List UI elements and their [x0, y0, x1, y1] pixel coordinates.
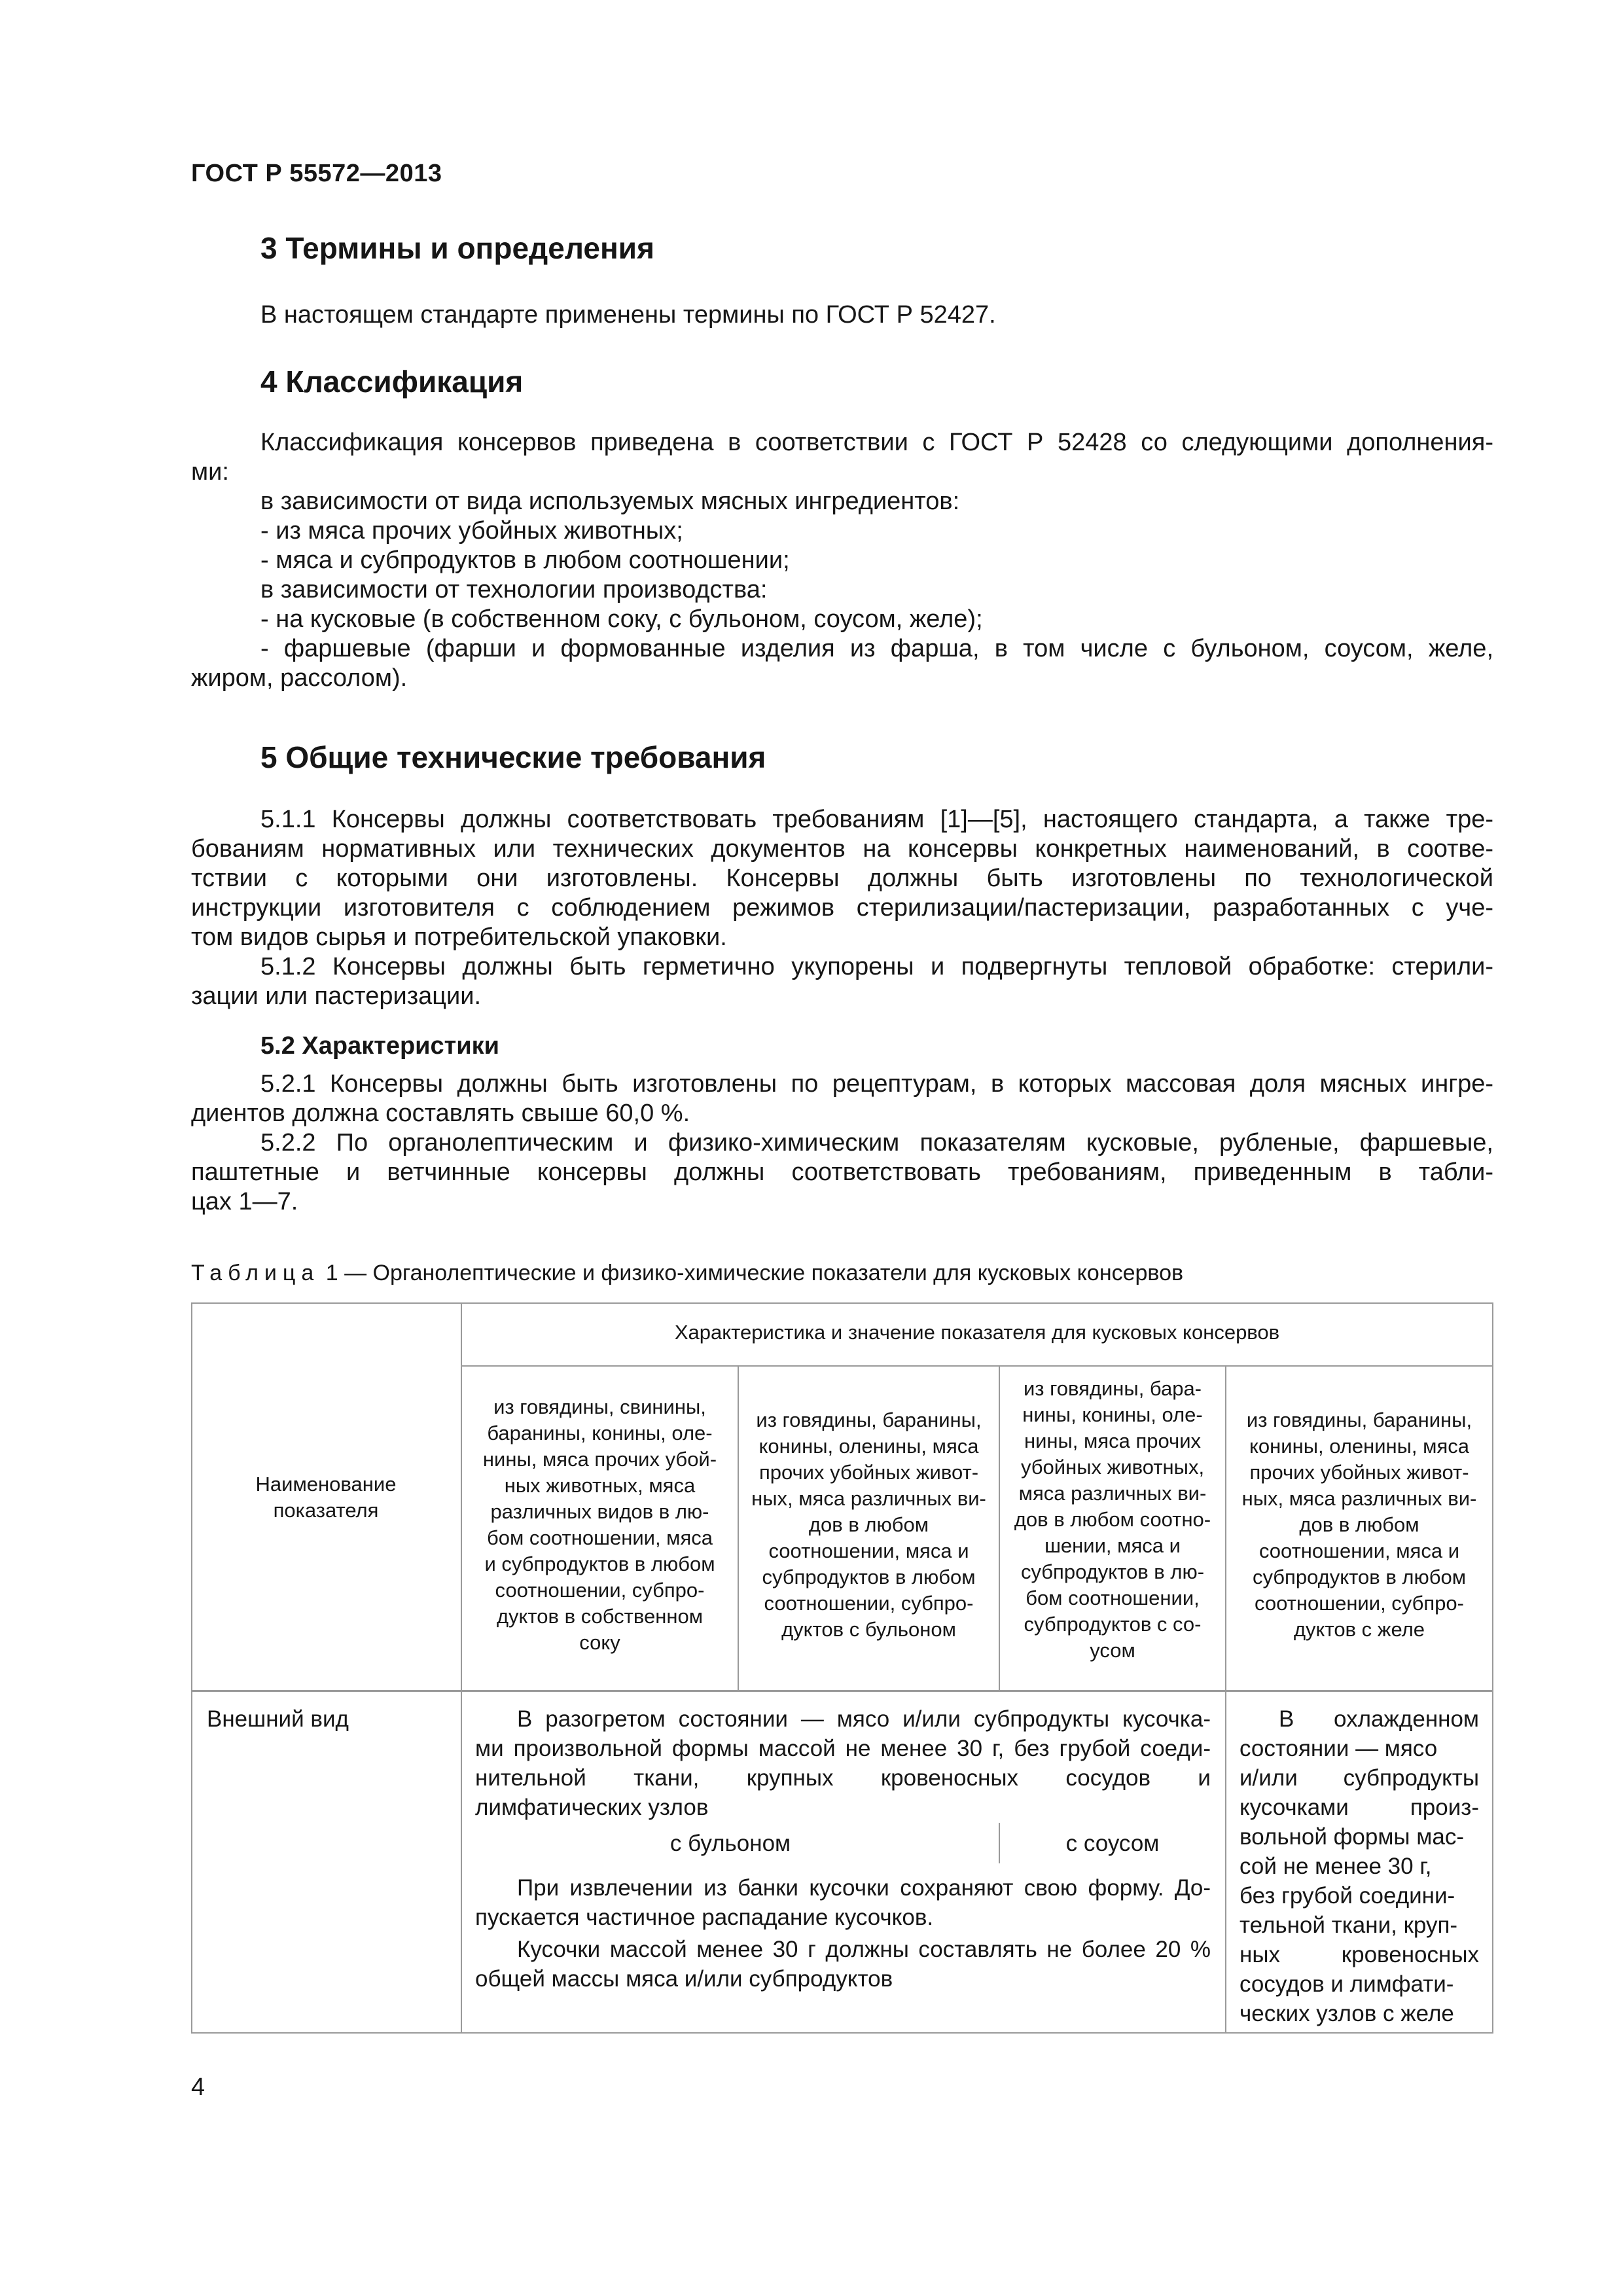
header-line: ных, мяса различных ви- [1241, 1487, 1477, 1510]
cell-line: тельной ткани, круп- [1240, 1912, 1458, 1938]
paragraph-5-1-2 [191, 952, 1493, 1011]
section-5-heading: 5 Общие технические требования [260, 740, 766, 774]
text-line: ми: [191, 458, 229, 486]
header-line: конины, оленины, мяса [1249, 1435, 1469, 1458]
cell-line: Кусочки массой менее 30 г должны составлять не более 20 % [517, 1937, 1211, 1962]
text-line: диентов должна составлять свыше 60,0 %. [191, 1100, 690, 1127]
header-col-broth [739, 1407, 999, 1643]
table-group-divider [461, 1365, 1493, 1367]
cell-text: Внешний вид [207, 1706, 349, 1732]
text-line: - из мяса прочих убойных животных; [260, 517, 683, 545]
text-line: зации или пастеризации. [191, 982, 482, 1010]
paragraph-5-2-2 [191, 1128, 1493, 1217]
table-border-bottom [191, 2032, 1493, 2034]
text-line: том видов сырья и потребительской упаковки. [191, 924, 727, 951]
text-line: в зависимости от технологии производства: [260, 576, 768, 603]
header-line: бом соотношении, мяса [486, 1526, 713, 1549]
cell-appearance-para2 [475, 1873, 1211, 1932]
cell-line: состоянии — мясо [1240, 1736, 1438, 1761]
header-line: дуктов с желе [1293, 1618, 1425, 1641]
table-border-top [191, 1302, 1493, 1304]
subsection-5-2-heading: 5.2 Характеристики [260, 1032, 500, 1060]
header-line: субпродуктов в лю- [1020, 1560, 1205, 1583]
row-name-appearance [207, 1704, 349, 1734]
text-line: 5.1.2 Консервы должны быть герметично укупорены и подвергнуты тепловой обработке: стерили- [260, 953, 1493, 980]
header-line: из говядины, баранины, [1246, 1408, 1472, 1431]
header-line: соотношении, субпро- [764, 1592, 974, 1615]
header-line: бом соотношении, [1026, 1587, 1200, 1609]
cell-line: с соусом [1065, 1831, 1160, 1856]
cell-line: В разогретом состоянии — мясо и/или субпродукты кусочка- [517, 1706, 1211, 1732]
header-line: нины, мяса прочих [1024, 1429, 1202, 1452]
section-4-body [191, 428, 1493, 693]
cell-line: ных кровеносных [1240, 1942, 1479, 1967]
header-line: ных, мяса различных ви- [751, 1487, 986, 1510]
header-indicator-name [191, 1471, 461, 1524]
paragraph-5-1-1 [191, 805, 1493, 952]
header-col-jelly [1226, 1407, 1492, 1643]
header-line: ных животных, мяса [504, 1474, 696, 1497]
text-line: 5.2.1 Консервы должны быть изготовлены по рецептурам, в которых массовая доля мясных ингре- [260, 1070, 1493, 1098]
header-line: нины, мяса прочих убой- [482, 1448, 717, 1471]
section-4-heading: 4 Классификация [260, 365, 524, 399]
section-3-heading: 3 Термины и определения [260, 231, 654, 265]
header-line: дуктов с бульоном [781, 1618, 956, 1641]
cell-line: и/или субпродукты [1240, 1765, 1479, 1791]
cell-line: В охлажденном [1279, 1706, 1479, 1732]
cell-sub-sauce [1000, 1829, 1225, 1858]
cell-line: без грубой соедини- [1240, 1883, 1455, 1909]
header-line: различных видов в лю- [490, 1500, 709, 1523]
header-line: дов в любом соотно- [1014, 1508, 1211, 1531]
header-line: из говядины, свинины, [493, 1395, 706, 1418]
paragraph-5-2-1 [191, 1069, 1493, 1128]
table-caption-text: 1 — Органолептические и физико-химические показатели для кусковых консервов [319, 1261, 1184, 1285]
header-line: баранины, конины, оле- [487, 1422, 713, 1444]
cell-line: нительной ткани, крупных кровеносных сосудов и [475, 1765, 1211, 1791]
header-line: и субпродуктов в любом [484, 1552, 715, 1575]
cell-line: пускается частичное распадание кусочков. [475, 1905, 934, 1930]
header-line: показателя [273, 1499, 379, 1522]
header-group [461, 1319, 1493, 1346]
text-line: паштетные и ветчинные консервы должны соответствовать требованиям, приведенным в табли- [191, 1158, 1493, 1186]
header-line: мяса различных ви- [1018, 1482, 1207, 1505]
table-border-left [191, 1302, 192, 2034]
cell-line: сосудов и лимфати- [1240, 1971, 1454, 1997]
header-line: субпродуктов с со- [1024, 1613, 1202, 1636]
header-line: нины, конины, оле- [1022, 1403, 1203, 1426]
cell-line: кусочками произ- [1240, 1795, 1479, 1820]
text-line: в зависимости от вида используемых мясных ингредиентов: [260, 488, 960, 515]
text-line: жиром, рассолом). [191, 664, 408, 692]
table-border-right [1492, 1302, 1493, 2034]
cell-line: лимфатических узлов [475, 1795, 709, 1820]
text-line: 5.2.2 По органолептическим и физико-химическим показателям кусковые, рубленые, фаршевые, [260, 1129, 1493, 1157]
header-line: соотношении, мяса и [1258, 1539, 1460, 1562]
header-line: субпродуктов в любом [1252, 1566, 1467, 1588]
text-line: 5.1.1 Консервы должны соответствовать требованиям [1]—[5], настоящего стандарта, а также тре- [260, 806, 1493, 833]
table-1-caption [191, 1261, 1183, 1286]
cell-line: ми произвольной формы массой не менее 30 г, без грубой соеди- [475, 1736, 1211, 1761]
table-header-divider [191, 1690, 1493, 1692]
cell-sub-broth [462, 1829, 999, 1858]
cell-appearance-merged [475, 1704, 1211, 1822]
cell-line: с бульоном [669, 1831, 791, 1856]
header-line: дов в любом [1299, 1513, 1419, 1536]
text-line: Классификация консервов приведена в соответствии с ГОСТ Р 52428 со следующими дополнения- [260, 429, 1493, 456]
header-line: прочих убойных живот- [1249, 1461, 1469, 1484]
header-line: соотношении, субпро- [1255, 1592, 1464, 1615]
text-line: - на кусковые (в собственном соку, с бульоном, соусом, желе); [260, 605, 983, 633]
header-line: Наименование [255, 1473, 397, 1496]
document-header-id: ГОСТ Р 55572—2013 [191, 160, 442, 187]
cell-appearance-jelly [1240, 1704, 1479, 2028]
cell-line: ческих узлов с желе [1240, 2001, 1454, 2026]
text-line: цах 1—7. [191, 1188, 298, 1215]
section-3-text: В настоящем стандарте применены термины по ГОСТ Р 52427. [260, 301, 996, 329]
header-line: шении, мяса и [1044, 1534, 1181, 1557]
text-line: тствии с которыми они изготовлены. Консервы должны быть изготовлены по технологической [191, 865, 1493, 892]
header-col-sauce [1000, 1376, 1225, 1664]
header-line: из говядины, баранины, [756, 1408, 982, 1431]
header-line: Характеристика и значение показателя для кусковых консервов [674, 1321, 1280, 1344]
header-line: дов в любом [808, 1513, 929, 1536]
cell-appearance-para3 [475, 1935, 1211, 1994]
text-line: - фаршевые (фарши и формованные изделия из фарша, в том числе с бульоном, соусом, желе, [260, 635, 1493, 662]
table-caption-label: Таблица [191, 1261, 320, 1285]
cell-line: сой не менее 30 г, [1240, 1854, 1432, 1879]
header-line: соотношении, субпро- [495, 1579, 705, 1602]
cell-line: При извлечении из банки кусочки сохраняют свою форму. До- [517, 1875, 1211, 1901]
header-line: дуктов в собственном [496, 1605, 704, 1628]
header-line: соотношении, мяса и [768, 1539, 969, 1562]
header-line: прочих убойных живот- [758, 1461, 979, 1484]
header-line: субпродуктов в любом [762, 1566, 976, 1588]
text-line: инструкции изготовителя с соблюдением режимов стерилизации/пастеризации, разработанных с уче- [191, 894, 1493, 922]
page-number: 4 [191, 2073, 205, 2101]
header-line: из говядины, бара- [1023, 1377, 1202, 1400]
cell-line: общей массы мяса и/или субпродуктов [475, 1966, 893, 1992]
text-line: - мяса и субпродуктов в любом соотношении; [260, 547, 790, 574]
text-line: бованиям нормативных или технических документов на консервы конкретных наименований, в соотве- [191, 835, 1493, 863]
header-line: усом [1090, 1639, 1135, 1662]
header-line: соку [579, 1631, 620, 1654]
cell-line: вольной формы мас- [1240, 1824, 1464, 1850]
header-line: убойных животных, [1020, 1456, 1205, 1479]
table-1 [191, 1302, 1493, 2034]
header-line: конины, оленины, мяса [758, 1435, 979, 1458]
header-col-own-juice [462, 1394, 738, 1656]
